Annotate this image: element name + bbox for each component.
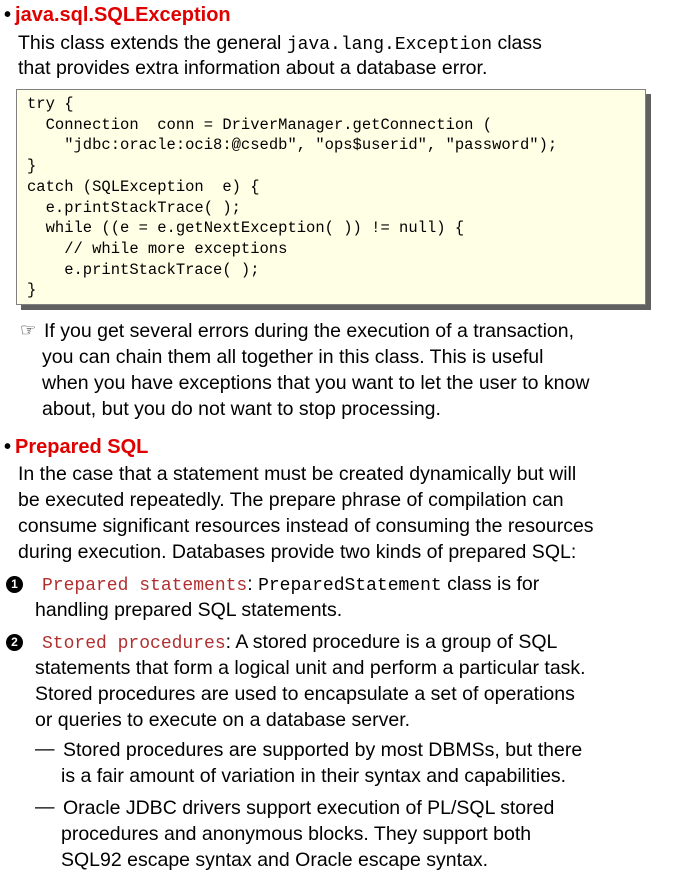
inline-code: java.lang.Exception [286, 35, 493, 55]
bullet-icon: • [4, 4, 12, 26]
item2-line1: Stored procedures: A stored procedure is a group of SQL [42, 631, 558, 654]
code-line: e.printStackTrace( ); [27, 260, 260, 279]
item2-line: statements that form a logical unit and perform a particular task. [35, 657, 586, 679]
code-example-box [16, 89, 646, 305]
item2-line: or queries to execute on a database server. [35, 709, 411, 731]
dash1-line: Stored procedures are supported by most DBMSs, but there [63, 739, 583, 761]
item2-line: Stored procedures are used to encapsulate a set of operations [35, 683, 575, 705]
intro-line: In the case that a statement must be created dynamically but will [18, 463, 577, 485]
pointing-hand-icon: ☞ [20, 320, 37, 340]
code-line: "jdbc:oracle:oci8:@csedb", "ops$userid", "password"); [27, 136, 558, 155]
item1-line2: handling prepared SQL statements. [35, 599, 343, 621]
code-line: catch (SQLException e) { [27, 177, 260, 196]
section1-description-line2: that provides extra information about a database error. [18, 57, 488, 79]
dash2-line: procedures and anonymous blocks. They support both [61, 823, 532, 845]
intro-line: consume significant resources instead of consuming the resources [18, 515, 594, 537]
section-heading-prepared-sql [4, 436, 148, 459]
code-line: try { [27, 95, 74, 113]
section-title: Prepared SQL [15, 436, 149, 458]
code-line: Connection conn = DriverManager.getConnection ( [27, 115, 493, 134]
code-line: } [27, 157, 37, 176]
bullet-icon: • [4, 436, 12, 458]
item1-line1: Prepared statements: PreparedStatement class is for [42, 573, 540, 596]
code-block [17, 90, 645, 301]
code-line: // while more exceptions [27, 239, 288, 258]
dash2-line: Oracle JDBC drivers support execution of PL/SQL stored [63, 797, 555, 819]
number-one-icon: 1 [6, 576, 23, 593]
code-line: e.printStackTrace( ); [27, 198, 241, 217]
section-heading-sqlexception [4, 4, 231, 27]
dash-icon: — [35, 738, 55, 760]
section-title: java.sql.SQLException [15, 4, 231, 26]
dash1-line: is a fair amount of variation in their syntax and capabilities. [61, 765, 567, 787]
dash2-line: SQL92 escape syntax and Oracle escape syntax. [61, 849, 489, 871]
number-two-icon: 2 [6, 634, 23, 651]
code-line: while ((e = e.getNextException( )) != null) { [27, 219, 465, 238]
term-prepared-statements: Prepared statements [42, 576, 248, 596]
inline-code: PreparedStatement [258, 576, 442, 596]
note-line: when you have exceptions that you want to let the user to know [42, 372, 590, 394]
section1-description-line1: This class extends the general java.lang.Exception class [18, 32, 542, 55]
term-stored-procedures: Stored procedures [42, 634, 226, 654]
intro-line: during execution. Databases provide two kinds of prepared SQL: [18, 541, 577, 563]
note-line: If you get several errors during the execution of a transaction, [44, 320, 575, 342]
note-line: about, but you do not want to stop processing. [42, 398, 441, 420]
intro-line: be executed repeatedly. The prepare phrase of compilation can [18, 489, 564, 511]
dash-icon: — [35, 796, 55, 818]
note-line: you can chain them all together in this class. This is useful [42, 346, 544, 368]
code-line: } [27, 281, 37, 300]
